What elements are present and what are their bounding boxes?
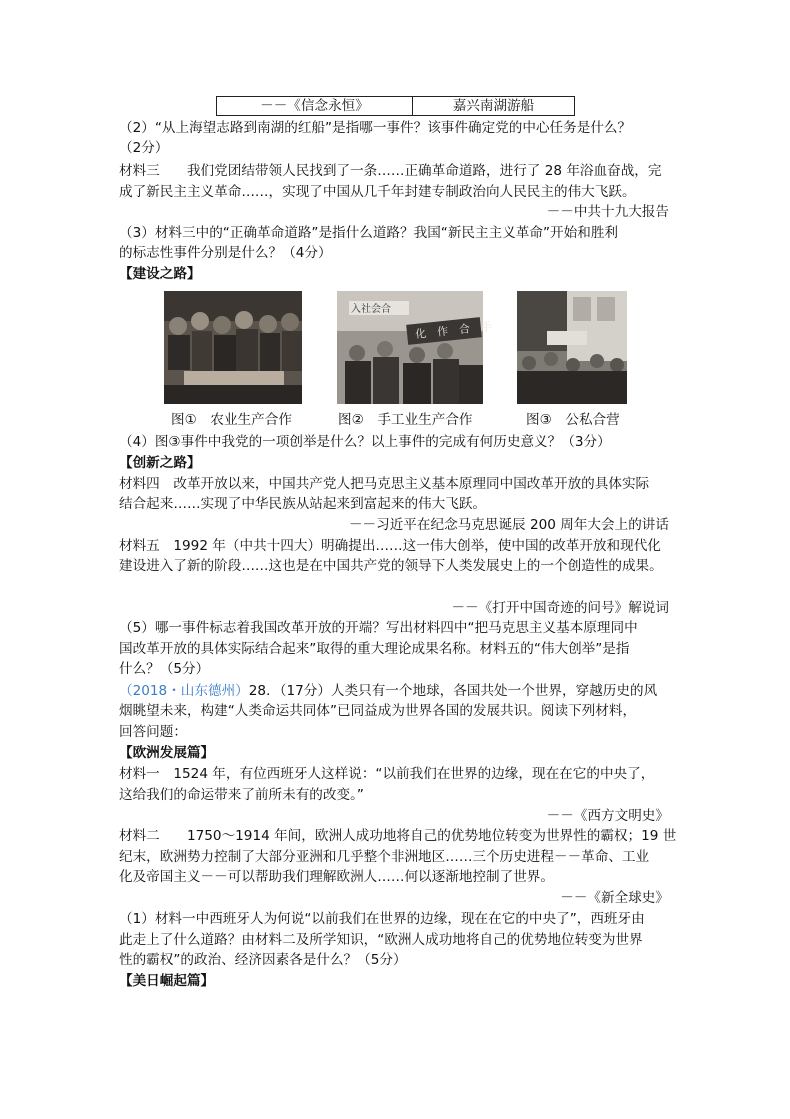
material-5-source: －－《打开中国奇迹的问号》解说词 — [451, 600, 669, 616]
photo-handicraft-cooperation — [337, 291, 493, 404]
europe-material-2-line-3: 化及帝国主义－－可以帮助我们理解欧洲人……何以逐渐地控制了世界。 — [119, 869, 554, 885]
caption-figure-1: 图① 农业生产合作 — [171, 412, 292, 428]
question-5-line-3: 什么？（5分） — [119, 661, 210, 677]
caption-figure-3: 图③ 公私合营 — [526, 412, 620, 428]
europe-question-1-line-2: 此走上了什么道路？由材料二及所学知识，“欧洲人成功地将自己的优势地位转变为世界 — [119, 932, 643, 948]
question-5-line-1: （5）哪一事件标志着我国改革开放的开端？写出材料四中“把马克思主义基本原理同中 — [119, 620, 638, 636]
question-4: （4）图③事件中我党的一项创举是什么？以上事件的完成有何历史意义？（3分） — [119, 434, 611, 450]
europe-question-1-line-1: （1）材料一中西班牙人为何说“以前我们在世界的边缘，现在在它的中央了”，西班牙由 — [119, 911, 645, 927]
section-heading-us-japan: 【美日崛起篇】 — [119, 973, 215, 989]
question-3-line-2: 的标志性事件分别是什么？（4分） — [119, 245, 332, 261]
section-heading-europe: 【欧洲发展篇】 — [119, 745, 215, 761]
europe-material-1-line-1: 材料一 1524 年，有位西班牙人这样说：“以前我们在世界的边缘，现在在它的中央了， — [119, 766, 655, 782]
section-heading-construction: 【建设之路】 — [119, 266, 201, 282]
material-3-line-2: 成了新民主主义革命……，实现了中国从几千年封建专制政治向人民民主的伟大飞跃。 — [119, 184, 636, 200]
caption-figure-2: 图② 手工业生产合作 — [338, 412, 473, 428]
question-2: （2）“从上海望志路到南湖的红船”是指哪一事件？该事件确定党的中心任务是什么？ — [119, 120, 632, 136]
europe-material-2-source: －－《新全球史》 — [560, 890, 669, 906]
europe-question-1-line-3: 性的霸权”的政治、经济因素各是什么？（5分） — [119, 952, 407, 968]
table-cell-title: 嘉兴南湖游船 — [452, 98, 535, 114]
question-28-intro: 28．（17分）人类只有一个地球，各国共处一个世界，穿越历史的风 — [248, 683, 658, 699]
photo-agricultural-cooperation — [164, 291, 302, 404]
europe-material-2-line-2: 纪末，欧洲势力控制了大部分亚洲和几乎整个非洲地区……三个历史进程－－革命、工业 — [119, 849, 650, 865]
question-28-line-2: 烟眺望未来，构建“人类命运共同体”已同益成为世界各国的发展共识。阅读下列材料， — [119, 703, 637, 719]
question-2-score: （2分） — [119, 140, 169, 156]
question-28-source-link[interactable]: （2018・山东德州） — [119, 683, 249, 699]
photo-sign-text: 入社会合 — [351, 304, 391, 315]
photo-public-private-partnership — [517, 291, 627, 404]
europe-material-2-line-1: 材料二 1750～1914 年间，欧洲人成功地将自己的优势地位转变为世界性的霸权；19 世 — [119, 828, 677, 844]
photo-banner-text: 化 作 合 手 — [414, 320, 493, 341]
material-4-line-1: 材料四 改革开放以来，中国共产党人把马克思主义基本原理同中国改革开放的具体实际 — [119, 476, 650, 492]
europe-material-1-source: －－《西方文明史》 — [546, 808, 669, 824]
quote-table — [216, 96, 575, 116]
question-5-line-2: 国改革开放的具体实际结合起来”取得的重大理论成果名称。材料五的“伟大创举”是指 — [119, 641, 630, 657]
question-3-line-1: （3）材料三中的“正确革命道路”是指什么道路？我国“新民主主义革命”开始和胜利 — [119, 225, 619, 241]
europe-material-1-line-2: 这给我们的命运带来了前所未有的改变。” — [119, 787, 364, 803]
table-cell-source: －－《信念永恒》 — [217, 97, 413, 115]
material-4-line-2: 结合起来……实现了中华民族从站起来到富起来的伟大飞跃。 — [119, 496, 487, 512]
question-28-line-1 — [119, 681, 657, 701]
material-3-line-1: 材料三 我们党团结带领人民找到了一条……正确革命道路，进行了 28 年浴血奋战，完 — [119, 163, 662, 179]
material-5-line-2: 建设进入了新的阶段……这也是在中国共产党的领导下人类发展史上的一个创造性的成果。 — [119, 558, 663, 574]
material-3-source: －－中共十九大报告 — [546, 204, 669, 220]
material-5-line-1: 材料五 1992 年（中共十四大）明确提出……这一伟大创举，使中国的改革开放和现代化 — [119, 538, 661, 554]
question-28-line-3: 回答问题： — [119, 724, 187, 740]
material-4-source: －－习近平在纪念马克思诞辰 200 周年大会上的讲话 — [348, 517, 669, 533]
section-heading-innovation: 【创新之路】 — [119, 455, 201, 471]
